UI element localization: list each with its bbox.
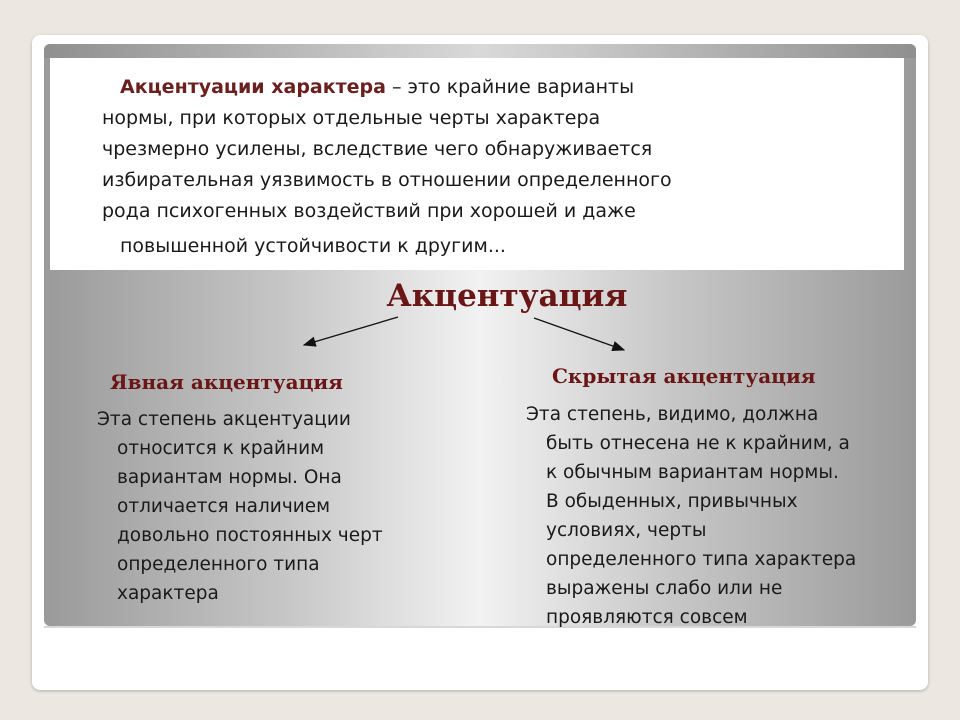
definition-box <box>50 58 904 270</box>
definition-line: повышенной устойчивости к другим... <box>120 235 506 257</box>
definition-line: – это крайние варианты <box>385 76 635 98</box>
right-line: В обыденных, привычных <box>546 491 798 512</box>
left-line: отличается наличием <box>117 496 331 517</box>
left-line: характера <box>117 583 219 604</box>
definition-line: чрезмерно усилены, вследствие чего обнаруживается <box>102 138 653 160</box>
definition-line: избирательная уязвимость в отношении определенного <box>102 169 672 191</box>
right-line: проявляются совсем <box>546 607 748 628</box>
left-line: вариантам нормы. Она <box>117 467 342 488</box>
right-line: Эта степень, видимо, должна <box>526 404 819 425</box>
definition-line: нормы, при которых отдельные черты характера <box>102 107 601 129</box>
left-line: относится к крайним <box>117 438 325 459</box>
left-column-title: Явная акцентуация <box>110 370 343 394</box>
right-column-text <box>526 400 906 632</box>
page-title: Акцентуация <box>386 278 628 314</box>
right-line: условиях, черты <box>546 520 707 541</box>
left-column-text <box>97 405 437 608</box>
frame-top-band <box>44 44 916 58</box>
right-line: выражены слабо или не <box>546 578 783 599</box>
right-line: быть отнесена не к крайним, а <box>546 433 850 454</box>
definition-lead: Акцентуации характера <box>120 76 386 98</box>
right-line: определенного типа характера <box>546 549 857 570</box>
right-column-title: Скрытая акцентуация <box>552 364 816 388</box>
definition-text <box>102 72 862 262</box>
left-line: Эта степень акцентуации <box>97 409 351 430</box>
left-line: определенного типа <box>117 554 320 575</box>
definition-line: рода психогенных воздействий при хорошей и даже <box>102 200 636 222</box>
left-line: довольно постоянных черт <box>117 525 383 546</box>
right-line: к обычным вариантам нормы. <box>546 462 839 483</box>
